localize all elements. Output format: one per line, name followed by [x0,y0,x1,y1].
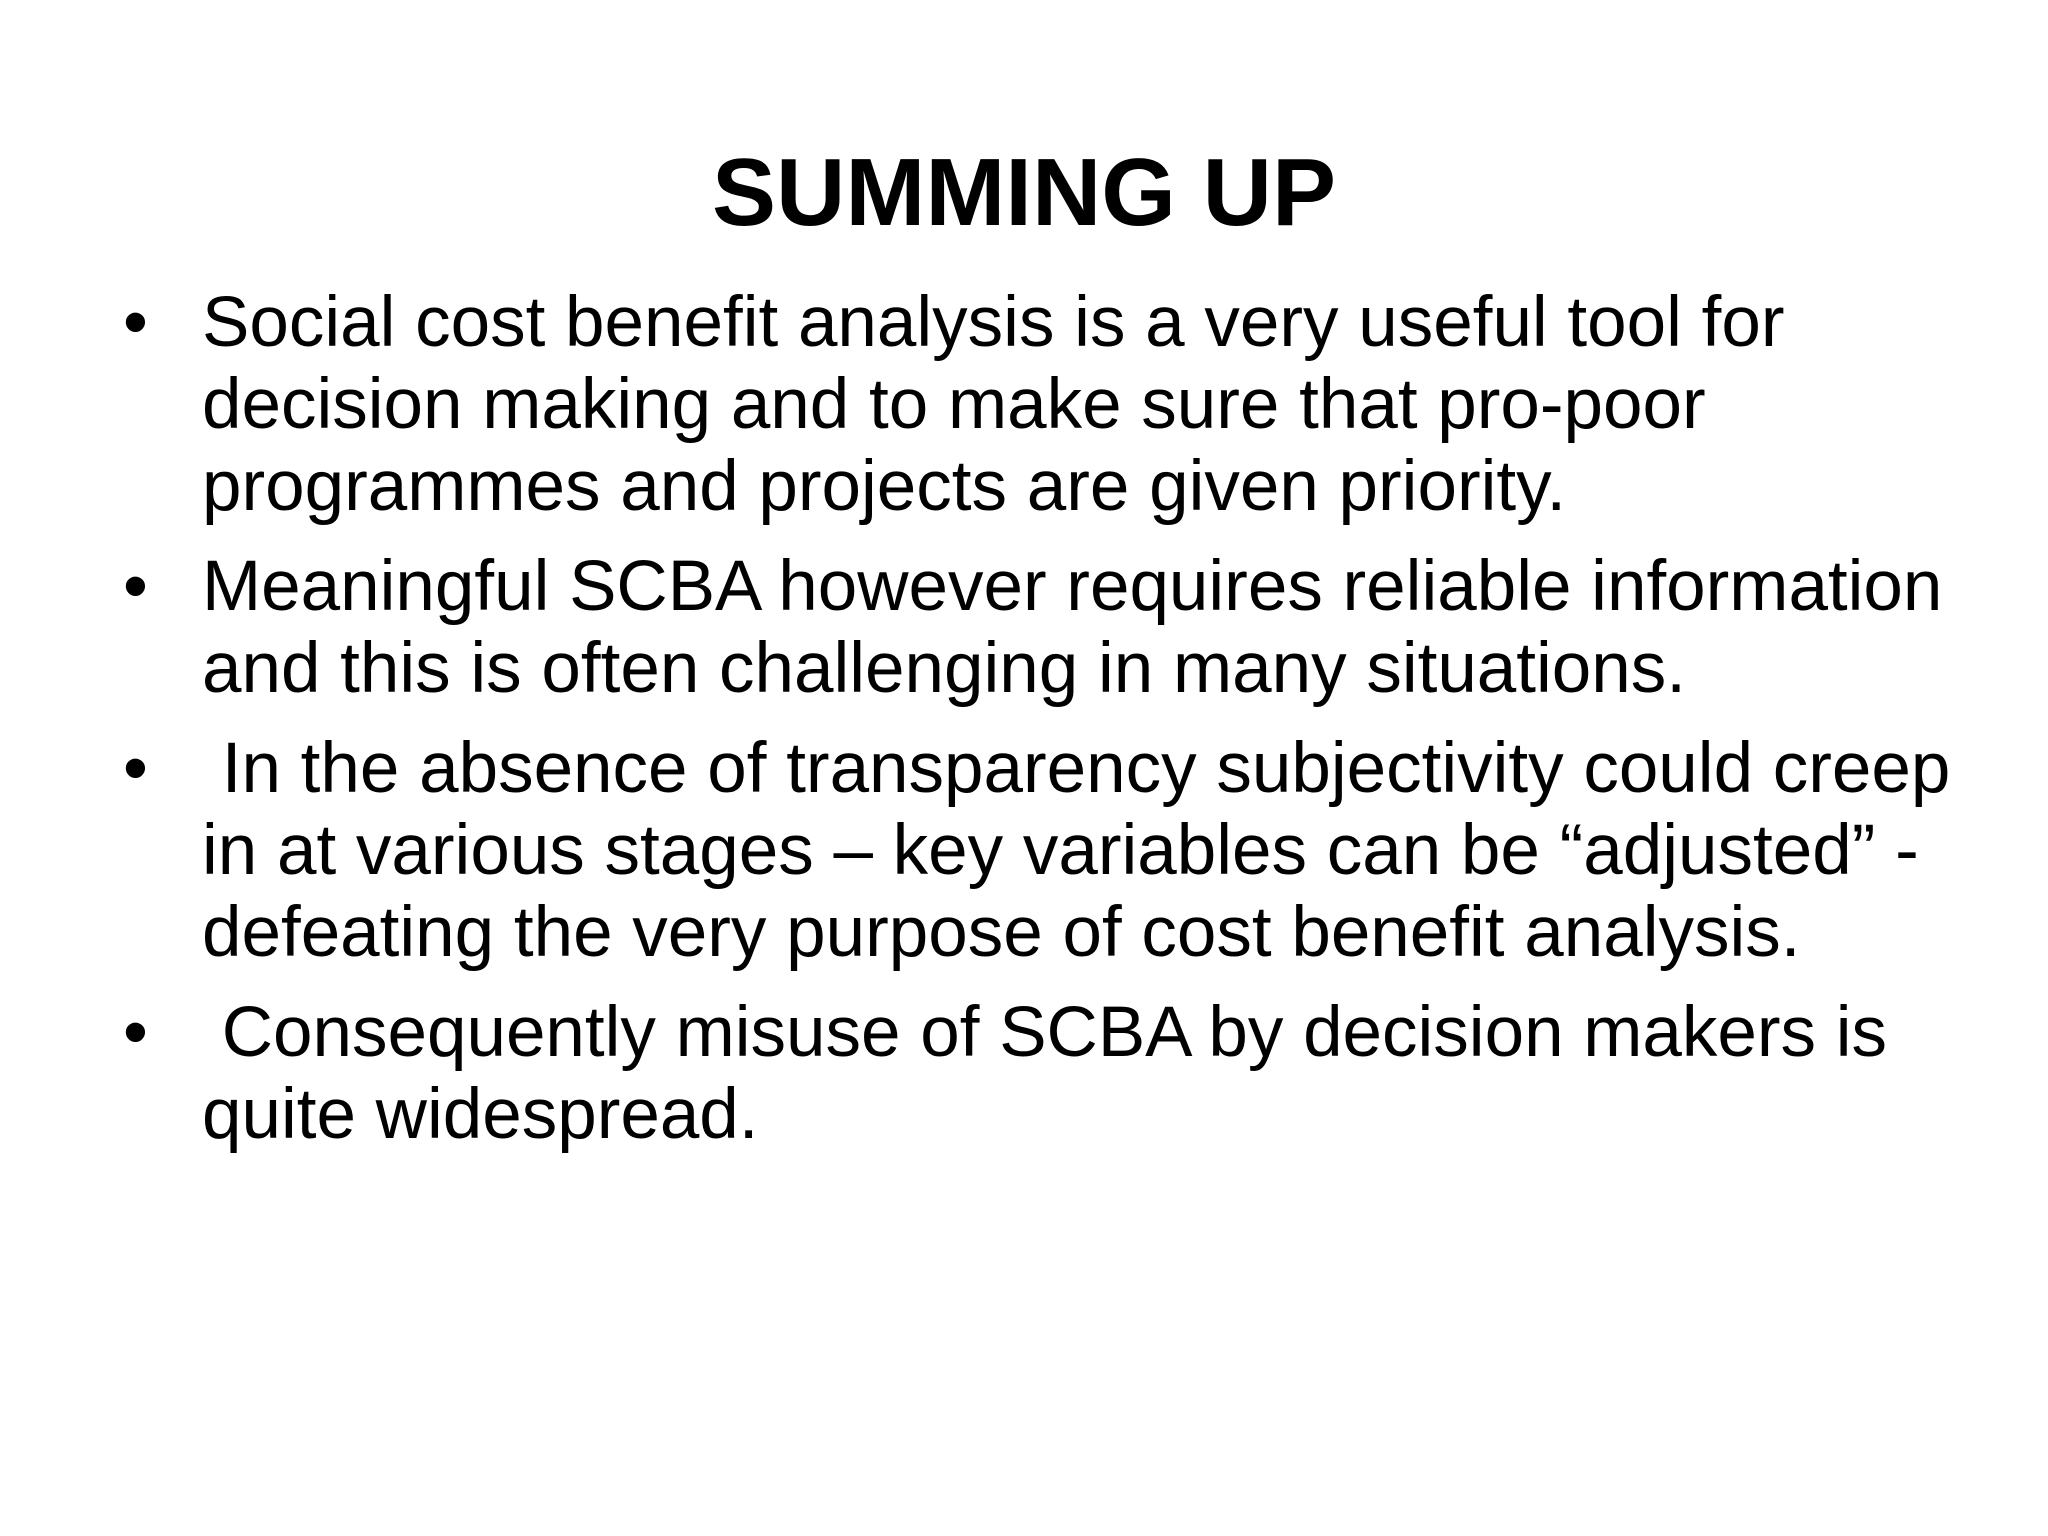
bullet-icon: • [123,993,148,1072]
slide-title: SUMMING UP [712,139,1336,246]
bullet-text: In the absence of transparency subjectivity could creep in at various stages – key variables can be “adjusted” - defeating the very purpose of cost benefit analysis. [202,729,1971,972]
bullet-item [0,728,2048,974]
bullet-text: Consequently misuse of SCBA by decision makers is quite widespread. [202,993,1907,1154]
bullet-text: Meaningful SCBA however requires reliable information and this is often challenging in many situations. [202,547,1963,708]
bullet-text: Social cost benefit analysis is a very useful tool for decision making and to make sure that pro-poor programmes and projects are given priority. [202,283,1805,526]
bullet-icon: • [123,729,148,808]
bullet-item [0,992,2048,1156]
bullet-item [0,282,2048,528]
bullet-icon: • [123,547,148,626]
bullet-icon: • [123,283,148,362]
bullet-list [0,282,2048,1174]
bullet-item [0,546,2048,710]
